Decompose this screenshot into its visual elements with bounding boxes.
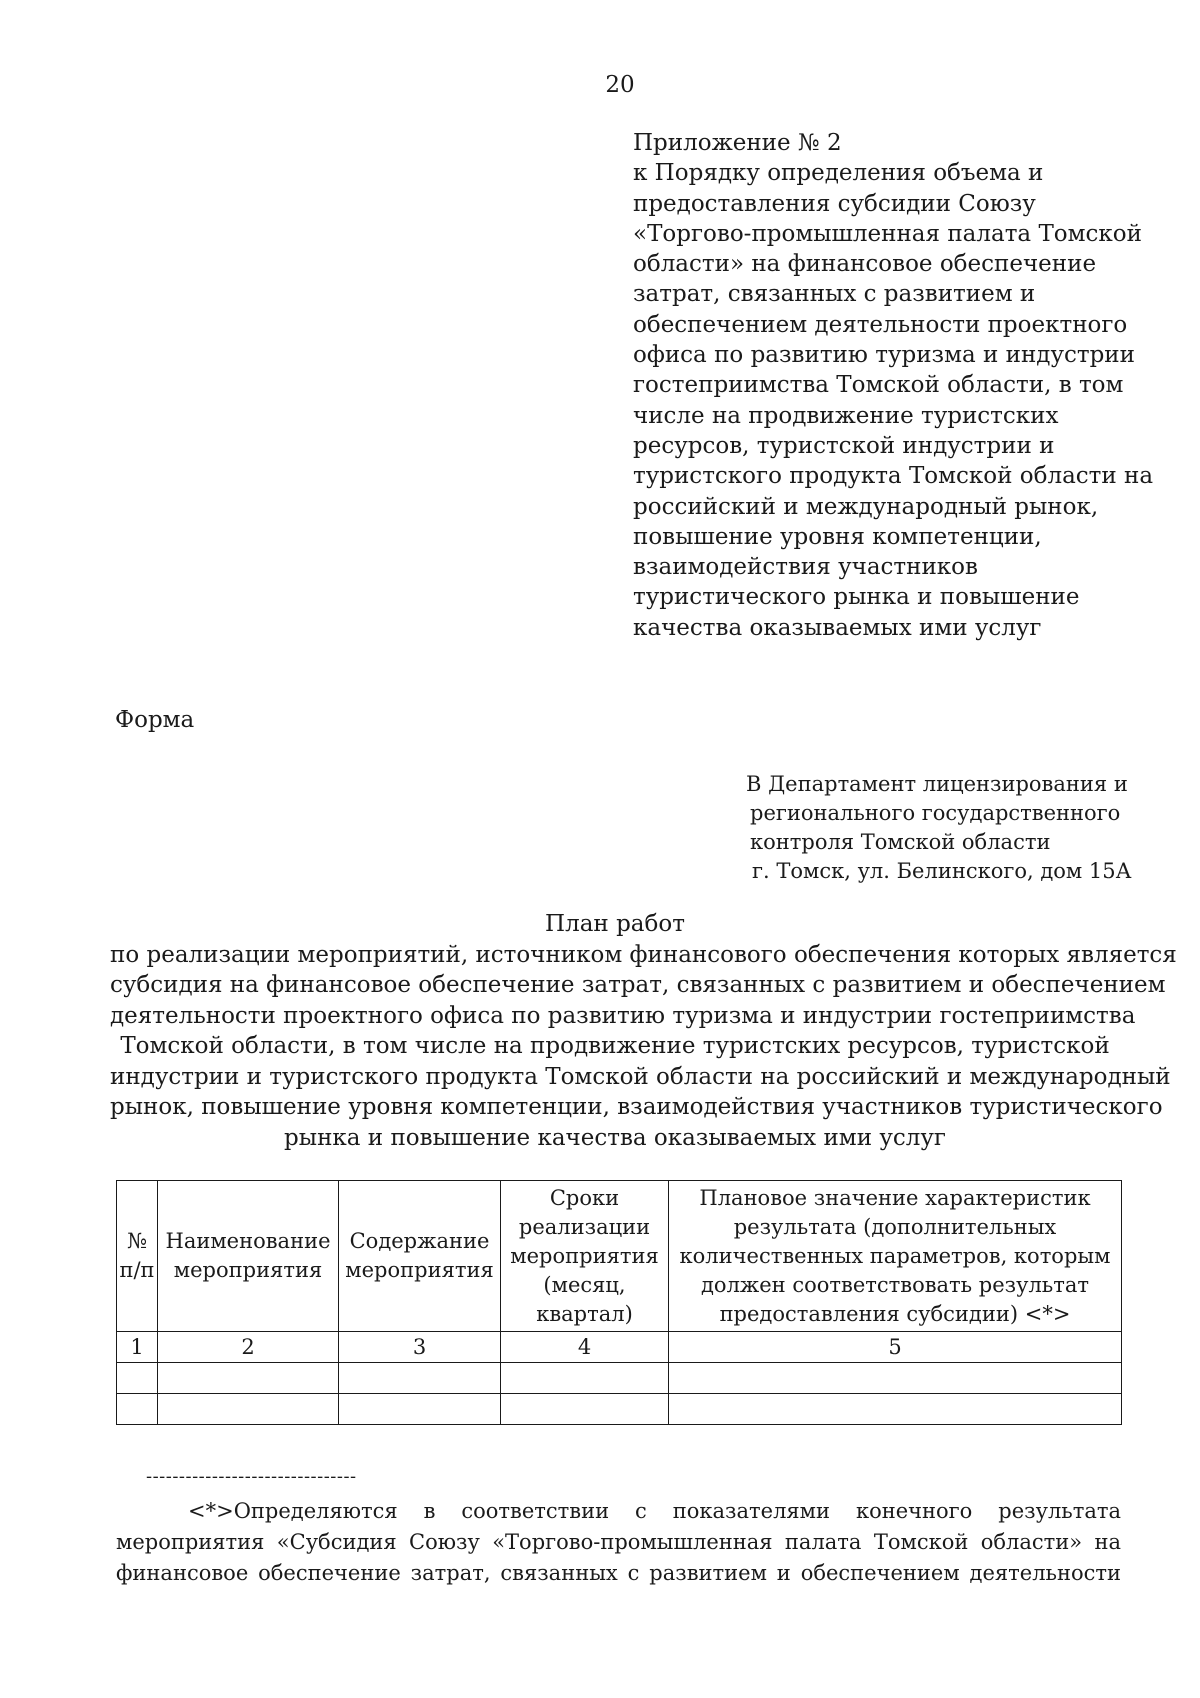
header-text: мероприятия [345,1258,494,1282]
table-cell [117,1394,158,1425]
form-label: Форма [115,707,195,733]
header-text: количественных параметров, которым [679,1243,1111,1268]
appendix-line: «Торгово-промышленная палата Томской [633,220,1142,247]
plan-title-line: План работ [545,911,685,937]
appendix-line: обеспечением деятельности проектного [633,311,1128,338]
header-text: Плановое значение характеристик [699,1185,1091,1210]
table-cell [339,1363,501,1394]
table-header-row [117,1181,1122,1332]
column-number-cell: 5 [669,1332,1122,1363]
footnote-line: финансовое обеспечение затрат, связанных с развитием и обеспечением деятельности [116,1561,1121,1585]
header-text: Сроки [549,1185,620,1210]
footnote-separator: -------------------------------- [146,1466,357,1487]
appendix-line: числе на продвижение туристских [633,402,1059,429]
addressee-line: регионального государственного [750,801,1121,825]
header-event-content [339,1181,501,1332]
table-cell [501,1394,669,1425]
appendix-line: Приложение № 2 [633,130,842,156]
plan-title-line: индустрии и туристского продукта Томской области на российский и международный [110,1063,1171,1090]
table-column-number-row [117,1332,1122,1363]
header-text: должен соответствовать результат [701,1272,1089,1297]
table-cell [501,1363,669,1394]
header-text: мероприятия [173,1258,323,1282]
plan-title-line: рынка и повышение качества оказываемых ими услуг [284,1124,946,1151]
appendix-line: предоставления субсидии Союзу [633,190,1036,217]
table-row [117,1363,1122,1394]
plan-table [116,1180,1122,1425]
plan-title-line: Томской области, в том числе на продвижение туристских ресурсов, туристской [120,1033,1110,1059]
plan-title [110,909,1177,1153]
plan-title-line: деятельности проектного офиса по развитию туризма и индустрии гостеприимства [110,1002,1136,1029]
appendix-header [633,128,1193,643]
appendix-line: российский и международный рынок, [633,493,1099,520]
appendix-line: взаимодействия участников [633,554,978,581]
addressee-block [746,770,1186,886]
header-text: квартал) [536,1301,633,1326]
header-text: Содержание [349,1229,490,1253]
addressee-line: В Департамент лицензирования и [746,772,1128,796]
page-number: 20 [605,72,635,98]
header-event-name [158,1181,339,1332]
appendix-line: затрат, связанных с развитием и [633,281,1036,308]
table-cell [669,1394,1122,1425]
header-text: результата (дополнительных [733,1214,1057,1239]
footnote-line: мероприятия «Субсидия Союзу «Торгово-промышленная палата Томской области» на [116,1530,1121,1554]
appendix-line: туристского продукта Томской области на [633,463,1154,490]
header-text: мероприятия [510,1243,659,1268]
appendix-line: офиса по развитию туризма и индустрии [633,342,1135,369]
column-number-cell: 1 [117,1332,158,1363]
column-number-cell: 3 [339,1332,501,1363]
appendix-line: области» на финансовое обеспечение [633,251,1097,278]
header-planned-value [669,1181,1122,1332]
footnote [116,1496,1121,1589]
header-text: п/п [119,1258,155,1282]
appendix-line: ресурсов, туристской индустрии и [633,432,1055,459]
appendix-line: к Порядку определения объема и [633,160,1044,187]
footnote-line: <*>Определяются в соответствии с показателями конечного результата [188,1499,1121,1523]
plan-title-line: субсидия на финансовое обеспечение затрат, связанных с развитием и обеспечением [110,972,1166,998]
addressee-line: г. Томск, ул. Белинского, дом 15А [752,859,1132,883]
header-text: № [127,1229,147,1253]
header-number [117,1181,158,1332]
header-text: реализации [518,1214,651,1239]
appendix-line: качества оказываемых ими услуг [633,614,1042,641]
column-number-cell: 4 [501,1332,669,1363]
table-cell [339,1394,501,1425]
table-row [117,1394,1122,1425]
appendix-line: туристического рынка и повышение [633,584,1080,611]
table-cell [669,1363,1122,1394]
table-cell [117,1363,158,1394]
header-text: (месяц, [543,1272,626,1297]
header-event-timing [501,1181,669,1332]
appendix-line: повышение уровня компетенции, [633,523,1042,550]
table-cell [158,1394,339,1425]
addressee-line: контроля Томской области [750,830,1051,854]
table-cell [158,1363,339,1394]
plan-title-line: рынок, повышение уровня компетенции, взаимодействия участников туристического [110,1094,1163,1120]
plan-title-line: по реализации мероприятий, источником финансового обеспечения которых является [110,941,1177,968]
header-text: Наименование [165,1229,331,1253]
header-text: предоставления субсидии) <*> [719,1301,1071,1326]
column-number-cell: 2 [158,1332,339,1363]
appendix-line: гостеприимства Томской области, в том [633,372,1124,399]
